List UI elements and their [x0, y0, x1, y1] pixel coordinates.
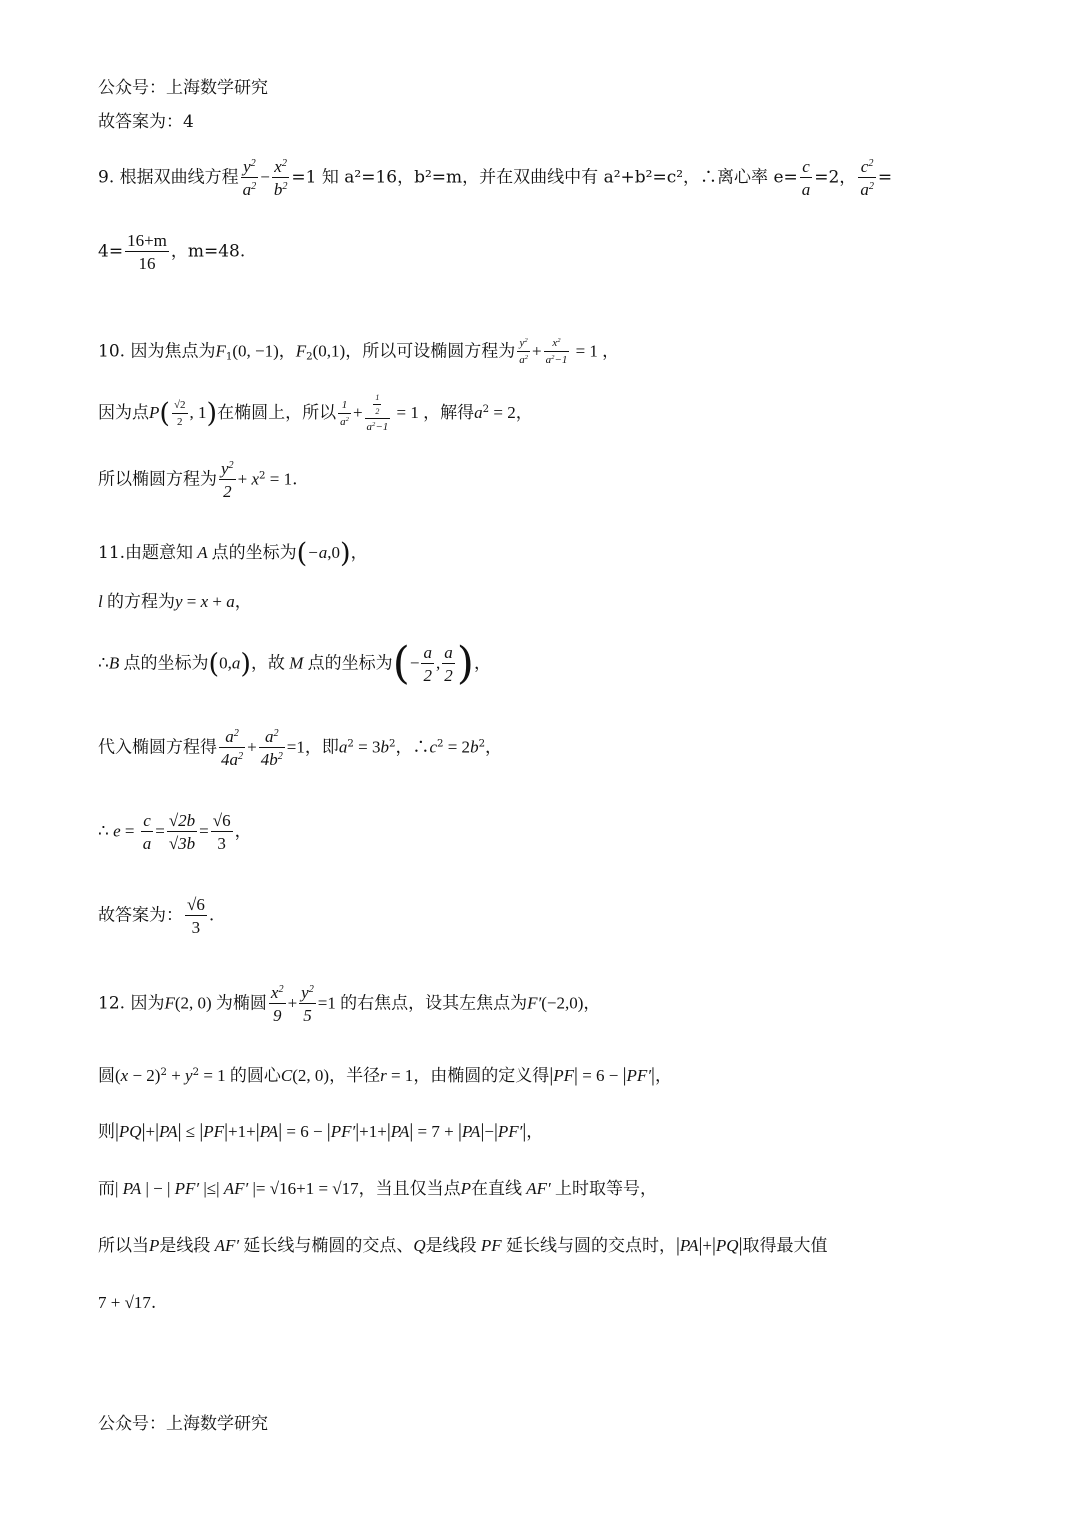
- p9-line2: 4= $\frac{16+m}{16}$ ，m=48.: [98, 231, 246, 273]
- p11-line1: 11.由题意知 A 点的坐标为(−a,0)，: [98, 538, 368, 569]
- p11-line6: 故答案为： $\frac{√6}{3}$ .: [98, 895, 215, 937]
- p11-line4: 代入椭圆方程得 $\frac{a^2}{4a^2}$ + $\frac{a^2}{4b^2}$ =1，即$a^2 = 3b^2$，$\therefore c^2 = 2b^2$，: [98, 727, 503, 769]
- p11-line3: ∴B 点的坐标为(0,a)，故 M 点的坐标为(− $\frac{a}{2}$ , $\frac{a}{2}$ )，: [98, 638, 491, 689]
- page-footer: 公众号：上海数学研究: [98, 1414, 268, 1434]
- p12-line6: 7 + √17.: [98, 1293, 157, 1313]
- p10-line3: 所以椭圆方程为 $\frac{y^2}{2}$ + $x^2 = 1$.: [98, 459, 298, 501]
- p10-line2: 因为点P( $\frac{√2}{2}$ , 1)在椭圆上，所以 $\frac{1}{a^2}$ + $\frac{\frac{1}{2}}{a^2-1}$ = 1 ，解得$a^2 = 2$，: [98, 393, 533, 433]
- page-header: 公众号：上海数学研究: [98, 78, 268, 98]
- p10-line1: 10. 因为焦点为$F_1(0$, −1)，$F_2(0,1)$，所以可设椭圆方程为 $\frac{y^2}{a^2}$ + $\frac{x^2}{a^2-1}$ = 1 ，: [98, 337, 620, 366]
- p9-line1: 9. 根据双曲线方程 $\frac{y^2}{a^2}$ − $\frac{x^2}{b^2}$ =1 知 a²=16，b²=m，并在双曲线中有 a²+b²=c²，∴离心率 e= $\frac{c}{a}$ =2， $\frac{c^2}{a^2}$ =: [98, 157, 893, 199]
- p12-line4: 而| PA | − | PF′ |≤| AF′ |= √16+1 = √17，当且仅当点P在直线 AF′ 上时取等号，: [98, 1179, 658, 1199]
- p11-line5: ∴ e = $\frac{c}{a}$ = $\frac{√2b}{√3b}$ = $\frac{√6}{3}$ ，: [98, 811, 252, 853]
- p12-line2: 圆$(x - 2)^2 + y^2 = 1$ 的圆心C(2, 0)，半径r = 1，由椭圆的定义得|PF| = 6 − |PF′|，: [98, 1065, 672, 1086]
- p12-line3: 则|PQ|+|PA| ≤ |PF|+1+|PA| = 6 − |PF′|+1+|PA| = 7 + |PA|−|PF′|，: [98, 1121, 544, 1142]
- p12-line5: 所以当P是线段 AF′ 延长线与椭圆的交点、Q是线段 PF 延长线与圆的交点时，|PA|+|PQ|取得最大值: [98, 1235, 828, 1256]
- p12-line1: 12. 因为F(2, 0) 为椭圆 $\frac{x^2}{9}$ + $\frac{y^2}{5}$ =1 的右焦点，设其左焦点为F′(−2,0)，: [98, 983, 601, 1025]
- answer-8: 故答案为：4: [98, 112, 194, 132]
- p11-line2: l 的方程为y = x + a，: [98, 592, 252, 612]
